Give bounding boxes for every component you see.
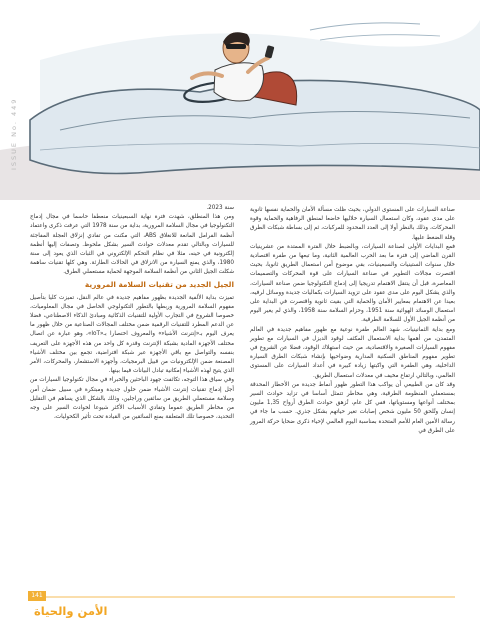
issue-number-label (10, 62, 24, 172)
article-column-right (250, 206, 455, 436)
section-heading: الجيل الجديد من تقنيات السلامة المرورية (84, 279, 234, 289)
paragraph: ومع بداية الثمانينيات، شهد العالم طفرة نوعية مع ظهور مفاهيم جديدة في العالم المتمدن، من أهمها بداية الاستعمال المكثف لوقود الديزل في السيارات مع تطوير مفهوم السيارات الصغيرة والاقتصادية، من حيث استهلاك الوقود، فضلا عن الشروع في تطوير مفهوم المناطق السكنية المدارية وضواحيها بإنشاء شبكات الطرق السيارة الداخلية، وهي الطفرة التي واكبتها زيادة كبيرة في أعداد السيارات على المستوى العالمي، وبالتالي ارتفاع مخيف في معدلات استعمال الطريق. (250, 326, 455, 379)
page-number: 141 (28, 591, 46, 601)
paragraph: ومن هذا المنطلق، شهدت فترة نهاية السبعينيات منعطفا حاسما في مجال إدماج التكنولوجيا في مجال السلامة المرورية، بداية من سنة 1978 التي عرفت ذكرى واعتماد أنظمة الفرامل المانعة للانغلاق ABS، التي مكنت من تفادي إنزلاق العجلة المفاجئة للسيارات وبالتالي تقدم معدلات حوادث السير بشكل ملحوظ. وتصفات إليها أنظمة إلكترونية في حينه، مثلا في نظام التحكم الإلكتروني في الثبات الذي يعود إلى سنة 1980، والذي يمنع السيارة من الانزلاق في الحالات الطارئة. وهي كلها تقنيات ساهمة شكلت الجيل الثاني من أنظمة السلامة الموجهة لحماية مستعملي الطرق. (30, 214, 234, 276)
article-column-left (30, 204, 234, 422)
magazine-brand: الأمن والحياة (34, 604, 108, 618)
paragraph: وفي سياق هذا التوجه، تكاثفت جهود الباحثين والخبراء في مجال تكنولوجيا السيارات من أجل إدماج تقنيات إنترنت الأشياء ضمن حلول جديدة ومبتكرة في سبيل ضمان أمن وسلامة مستعملي الطريق من سائقين وراجلين، وذلك بالشكل الذي يساهم في التقليل من مخاطر الطريق عموما وتفادي الأسباب الأكثر شيوعا لحوادث السير على وجه التحديد، خصوصا تلك المتعلقة بمنع السائقين من القيادة تحت تأثير الكحوليات، (30, 377, 234, 421)
paragraph: تميزت بداية الألفية الجديدة بظهور مفاهيم جديدة في عالم النقل، تميزت كليا بتأصيل مفهوم السلامة المرورية وربطها بالتطور التكنولوجي الحاصل في مجال المعلوميات، خصوصا الشروع في التجارب الأولية للتقنيات الذكائية ومبادئ الذكاء الاصطناعي، فضلا عن الدعم المطرد للتقنيات الرقمية ضمن مختلف المجالات الصناعية من خلال ظهور ما يعرف اليوم بـ«إنترنت الأشياء» والمعروف اختصارا بـ«IoT»، وهو عبارة عن اتصال مختلف الأجهزة المادية بشبكة الإنترنت وقدرة كل واحد من هذه الأجهزة على التعريف بنفسه والتواصل مع باقي الأجهزة عبر شبكة افتراضية، تجمع بين مختلف الأشياء المصنعة ضمن الإلكترونيات من قبيل البرمجيات، وأجهزة الاستشعار، والمحركات، الأمر الذي يتيح لهذه الأشياء إمكانية تبادل البيانات فيما بينها. (30, 294, 235, 375)
issue-number-text: ISSUE No. 449 (10, 97, 18, 170)
paragraph: سنة 2023. (206, 205, 234, 211)
paragraph: وقد كان من الطبيعي أن يواكب هذا التطور ظهور أنماط جديدة من الأخطار المحدقة بمستعملي المنظومة الطرقية، وهي مخاطر تتمثل أساسا في تزايد حوادث السير بمختلف أنواعها ومستوياتها، ففي كل عام، تُزهق حوادث الطرق أرواح 1,35 مليون إنسان وتُلحق 50 مليون شخص إصابات تغير حياتهم بشكل جذري. حسب ما جاء في رسالة الأمين العام للأمم المتحدة بمناسبة اليوم العالمي لإحياء ذكرى ضحايا حركة المرور على الطرق في (250, 381, 456, 434)
driver-car-illustration (0, 0, 480, 200)
paragraph: صناعة السيارات على المستوى الدولي، بحيث ظلت مسألة الأمان والحماية نفسها ثانوية على مدى عقود، وكان استعمال السيارة خلاليها خاضعا لمنطق الرفاهية والحماية وقوة المحركات، وذلك بالنظر أولا إلى العدد المحدود للمركبات، ثم إلى بساطة شبكات الطرق وقلة الضغط عليها. (250, 207, 455, 241)
paragraph: فمع البدايات الأولى لصناعة السيارات، وبالضبط خلال الفترة الممتدة من عشرينيات القرن الماضي إلى فترة ما بعد الحرب العالمية الثانية، وما تبعها من طفرة اقتصادية خلال سنوات الستينيات والسبعينيات، بقي موضوع أمن استعمال الطريق ثانويا، بحيث اقتصرت مجالات التطوير في صناعة السيارات على قوة المحركات والتصميمات المعاصرة، قبل أن ينتقل الاهتمام تدريجيا إلى إدماج التكنولوجيا ضمن صناعة السيارات، والذي يشكل اليوم على مدى عقود على تزويد السيارات بكماليات جديدة ووسائل لرفيه، بعيدا عن الاهتمام بمعايير الأمان والحماية التي بقيت ثانوية واقتصرت في البداية على استعمال الوسائد الهوائية سنة 1951، وحزام السلامة سنة 1958، والذي لم يغير اليوم من أنظمة الجيل الأول للسلامة الطرقية. (250, 243, 455, 324)
